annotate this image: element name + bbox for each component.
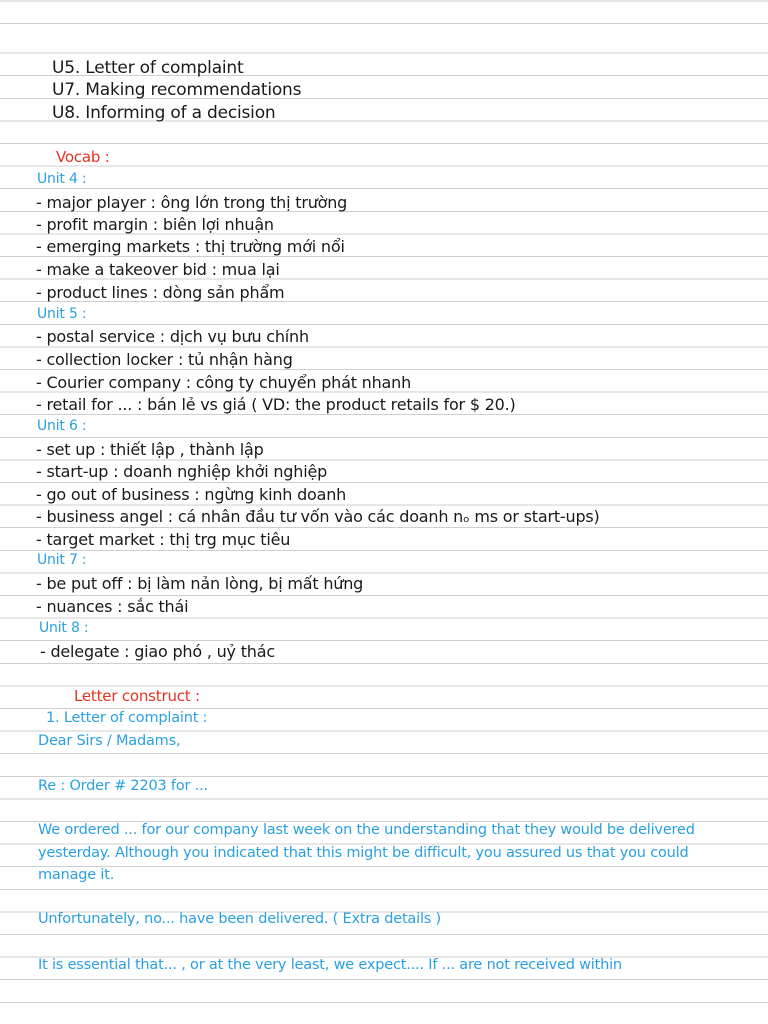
vocab-item: - set up : thiết lập , thành lập [36, 440, 264, 459]
vocab-item: - target market : thị trg mục tiêu [36, 530, 291, 549]
unit4-label: Unit 4 : [37, 171, 87, 187]
vocab-item: - nuances : sắc thái [36, 597, 189, 616]
header-line-u7: U7. Making recommendations [52, 80, 302, 100]
unit5-label: Unit 5 : [37, 306, 87, 322]
unit7-label: Unit 7 : [37, 552, 87, 568]
unit6-label: Unit 6 : [37, 418, 87, 434]
vocab-item: - product lines : dòng sản phẩm [36, 283, 285, 302]
vocab-item: - start-up : doanh nghiệp khởi nghiệp [36, 462, 328, 481]
vocab-item: - collection locker : tủ nhận hàng [36, 350, 293, 369]
letter-paragraph-line: It is essential that... , or at the very least, we expect.... If ... are not received within [38, 957, 622, 973]
vocab-item: - major player : ông lớn trong thị trường [36, 193, 348, 212]
letter-paragraph-line: Unfortunately, no... have been delivered. ( Extra details ) [38, 911, 441, 927]
letter-paragraph-line: manage it. [38, 867, 115, 883]
vocab-item: - profit margin : biên lợi nhuận [36, 215, 274, 234]
letter-construct-title: Letter construct : [74, 687, 200, 705]
unit8-label: Unit 8 : [39, 620, 89, 636]
vocab-item: - delegate : giao phó , uỷ thác [40, 642, 275, 661]
vocab-item: - Courier company : công ty chuyển phát nhanh [36, 373, 412, 392]
vocab-item: - emerging markets : thị trường mới nổi [36, 237, 345, 256]
vocab-item: - postal service : dịch vụ bưu chính [36, 327, 309, 346]
letter-greeting: Dear Sirs / Madams, [38, 733, 181, 749]
vocab-item: - make a takeover bid : mua lại [36, 260, 280, 279]
vocab-item: - retail for ... : bán lẻ vs giá ( VD: the product retails for $ 20.) [36, 395, 516, 414]
letter-subtitle: 1. Letter of complaint : [46, 710, 208, 726]
vocab-item: - business angel : cá nhân đầu tư vốn vào các doanh nₒ ms or start-ups) [36, 507, 600, 526]
header-line-u5: U5. Letter of complaint [52, 58, 244, 78]
letter-re-line: Re : Order # 2203 for ... [38, 778, 208, 794]
vocab-item: - be put off : bị làm nản lòng, bị mất hứng [36, 574, 364, 593]
vocab-item: - go out of business : ngừng kinh doanh [36, 485, 347, 504]
letter-paragraph-line: We ordered ... for our company last week on the understanding that they would be delivered [38, 822, 695, 838]
header-line-u8: U8. Informing of a decision [52, 103, 276, 123]
vocab-title: Vocab : [56, 148, 110, 166]
letter-paragraph-line: yesterday. Although you indicated that this might be difficult, you assured us that you could [38, 845, 689, 861]
